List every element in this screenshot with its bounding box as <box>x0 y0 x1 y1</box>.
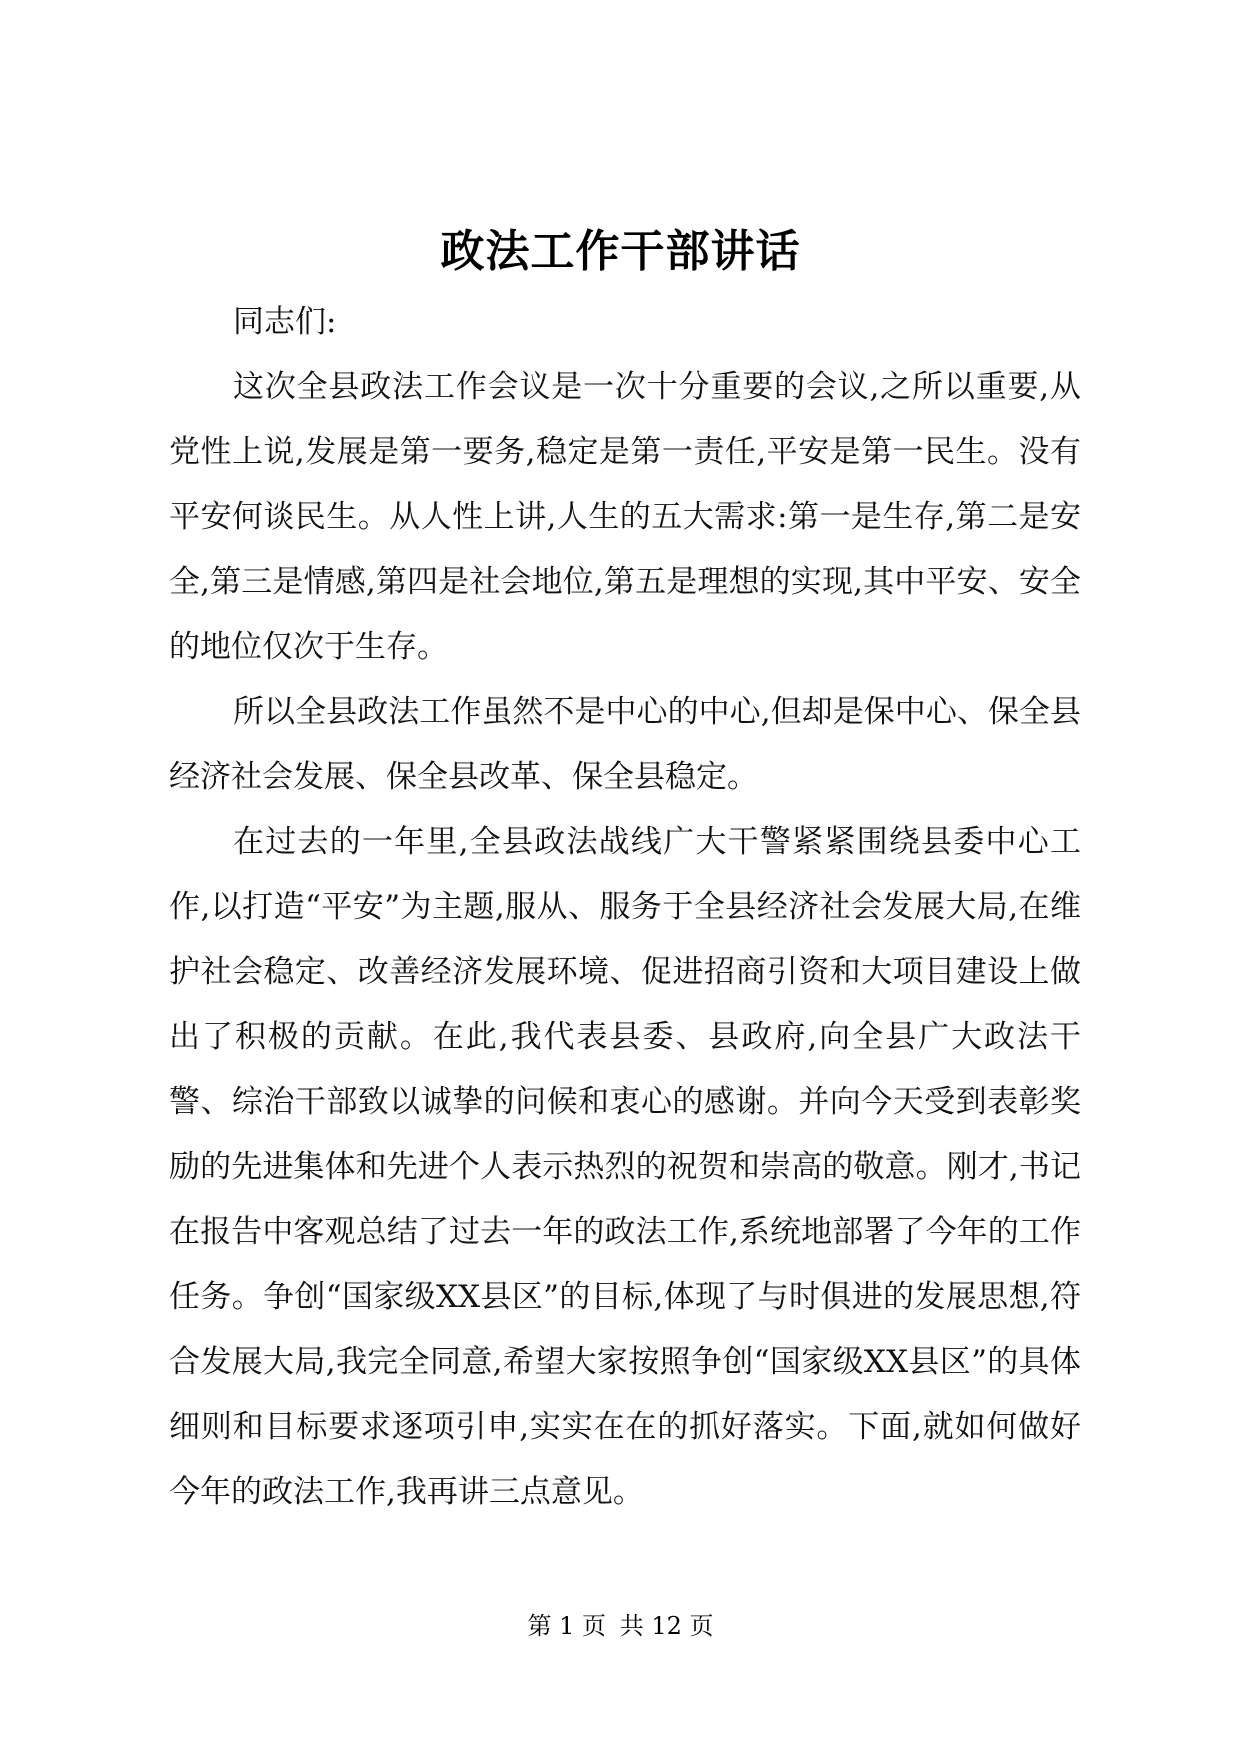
page-total: 共 12 页 <box>619 1612 714 1640</box>
document-body <box>169 290 1081 1525</box>
salutation-paragraph: 同志们: <box>233 304 337 340</box>
page-number: 第 1 页 <box>527 1612 607 1640</box>
page-footer <box>0 1610 1241 1642</box>
body-paragraph: 在过去的一年里,全县政法战线广大干警紧紧围绕县委中心工作,以打造“平安”为主题,服从、服务于全县经济社会发展大局,在维护社会稳定、改善经济发展环境、促进招商引资和大项目建设上做出了积极的贡献。在此,我代表县委、县政府,向全县广大政法干警、综治干部致以诚挚的问候和衷心的感谢。并向今天受到表彰奖励的先进集体和先进个人表示热烈的祝贺和崇高的敬意。刚才,书记在报告中客观总结了过去一年的政法工作,系统地部署了今年的工作任务。争创“国家级XX县区”的目标,体现了与时俱进的发展思想,符合发展大局,我完全同意,希望大家按照争创“国家级XX县区”的具体细则和目标要求逐项引申,实实在在的抓好落实。下面,就如何做好今年的政法工作,我再讲三点意见。 <box>169 824 1081 1510</box>
body-paragraph: 所以全县政法工作虽然不是中心的中心,但却是保中心、保全县经济社会发展、保全县改革、保全县稳定。 <box>169 694 1081 795</box>
document-title: 政法工作干部讲话 <box>440 226 801 277</box>
body-paragraph: 这次全县政法工作会议是一次十分重要的会议,之所以重要,从党性上说,发展是第一要务,稳定是第一责任,平安是第一民生。没有平安何谈民生。从人性上讲,人生的五大需求:第一是生存,第二是安全,第三是情感,第四是社会地位,第五是理想的实现,其中平安、安全的地位仅次于生存。 <box>169 369 1081 665</box>
